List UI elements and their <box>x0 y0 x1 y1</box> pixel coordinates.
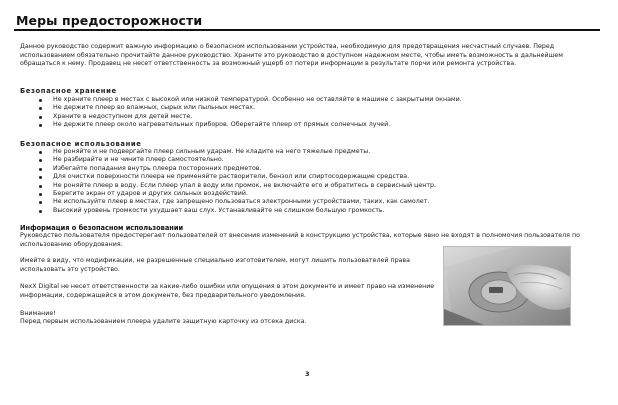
storage-heading: Безопасное хранение <box>20 87 117 95</box>
usage-list <box>20 148 436 215</box>
list-item: Избегайте попадания внутрь плеера посторонних предметов. <box>20 165 436 173</box>
list-item: Не роняйте и не подвергайте плеер сильным ударам. Не кладите на него тяжелые предметы. <box>20 148 436 156</box>
list-item: Берегите экран от ударов и других сильных воздействий. <box>20 190 436 198</box>
player-photo <box>443 246 571 326</box>
list-item: Не разбирайте и не чините плеер самостоятельно. <box>20 156 436 164</box>
list-item: Не держите плеер во влажных, сырых или пыльных местах. <box>20 104 462 112</box>
list-item: Не используйте плеер в местах, где запрещено пользоваться электронными устройствами, таких, как самолет. <box>20 198 436 206</box>
list-item: Не храните плеер в местах с высокой или низкой температурой. Особенно не оставляйте в машине с закрытыми окнами. <box>20 96 462 104</box>
list-item: Не роняйте плеер в воду. Если плеер упал в воду или промок, не включайте его и обратитесь в сервисный центр. <box>20 182 436 190</box>
intro-paragraph: Данное руководство содержит важную информацию о безопасном использовании устройства, необходимую для предотвращения несчастный случаев. Перед использованием обязательно прочитайте данное руководство. Храните это руководство в доступном надежном месте, чтобы иметь возможность в дальнейшем обращаться к нему. Продавец не несет ответственность за возможный ущерб от потери информации в результате порчи или ремонта устройства. <box>20 43 564 68</box>
safety-info-heading: Информация о безопасном использовании <box>20 224 184 232</box>
safety-info-paragraph-1: Руководство пользователя предостерегает пользователей от внесения изменений в конструкцию устройства, которые явно не входят в полномочия пользователя по использованию оборудования. <box>20 232 580 248</box>
list-item: Для очистки поверхности плеера не применяйте растворители, бензол или спиртосодержащие средства. <box>20 173 436 181</box>
safety-info-paragraph-2: Имейте в виду, что модификации, не разрешенные специально изготовителем, могут лишить пользователей права использовать это устройство. <box>20 257 410 273</box>
player-photo-icon <box>444 247 570 325</box>
usage-heading: Безопасное использование <box>20 140 142 148</box>
safety-info-paragraph-3: NexX Digital не несет ответственности за какие-либо ошибки или опущения в этом документе и имеет право на изменение информации, содержащейся в этом документе, без предварительного уведомления. <box>20 283 435 299</box>
attention-text: Перед первым использованием плеера удалите защитную карточку из отсека диска. <box>20 318 307 325</box>
attention-label: Внимание! <box>20 310 56 317</box>
list-item: Храните в недоступном для детей месте. <box>20 113 462 121</box>
page-number: 3 <box>305 370 310 378</box>
title-bar <box>14 9 600 31</box>
page-title: Меры предосторожности <box>16 13 203 28</box>
list-item: Не держите плеер около нагревательных приборов. Оберегайте плеер от прямых солнечных лучей. <box>20 121 462 129</box>
storage-list <box>20 96 462 130</box>
list-item: Высокий уровень громкости ухудшает ваш слух. Устанавливайте не слишком большую громкость. <box>20 207 436 215</box>
